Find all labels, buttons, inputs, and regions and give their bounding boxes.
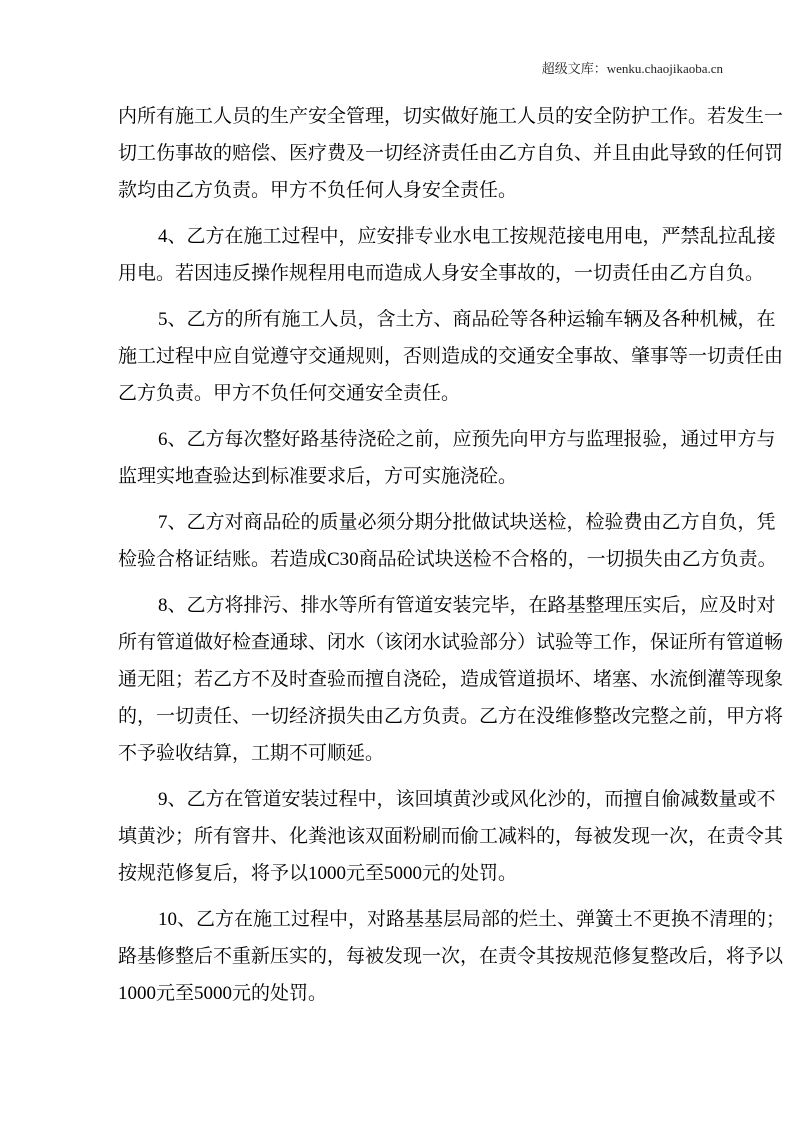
paragraph-item-8 bbox=[118, 593, 784, 778]
paragraph-item-5 bbox=[118, 307, 784, 418]
paragraph-item-10 bbox=[118, 907, 786, 1018]
text-line: 10、乙方在施工过程中，对路基基层局部的烂土、弹簧土不更换不清理的； bbox=[158, 909, 786, 930]
text-line: 监理实地查验达到标准要求后，方可实施浇砼。 bbox=[118, 466, 518, 487]
paragraph-item-9 bbox=[118, 787, 784, 898]
text-line: 7、乙方对商品砼的质量必须分期分批做试块送检，检验费由乙方自负，凭 bbox=[158, 512, 776, 533]
paragraph-item-6 bbox=[118, 427, 776, 501]
text-line: 内所有施工人员的生产安全管理，切实做好施工人员的安全防护工作。若发生一 bbox=[118, 106, 784, 127]
text-line: 乙方负责。甲方不负任何交通安全责任。 bbox=[118, 383, 461, 404]
text-line: 不予验收结算，工期不可顺延。 bbox=[118, 743, 385, 764]
paragraph-continued bbox=[118, 104, 784, 215]
text-line: 切工伤事故的赔偿、医疗费及一切经济责任由乙方自负、并且由此导致的任何罚 bbox=[118, 143, 784, 164]
text-line: 1000元至5000元的处罚。 bbox=[118, 983, 328, 1004]
paragraph-item-7 bbox=[118, 510, 777, 584]
text-line: 6、乙方每次整好路基待浇砼之前，应预先向甲方与监理报验，通过甲方与 bbox=[158, 429, 776, 450]
text-line: 通无阻；若乙方不及时查验而擅自浇砼，造成管道损坏、堵塞、水流倒灌等现象 bbox=[118, 669, 784, 690]
paragraph-item-4 bbox=[118, 224, 776, 298]
text-line: 按规范修复后，将予以1000元至5000元的处罚。 bbox=[118, 863, 518, 884]
document-body bbox=[118, 104, 786, 1027]
text-line: 所有管道做好检查通球、闭水（该闭水试验部分）试验等工作，保证所有管道畅 bbox=[118, 632, 784, 653]
text-line: 8、乙方将排污、排水等所有管道安装完毕，在路基整理压实后，应及时对 bbox=[158, 595, 776, 616]
text-line: 4、乙方在施工过程中，应安排专业水电工按规范接电用电，严禁乱拉乱接 bbox=[158, 226, 776, 247]
page-header-watermark: 超级文库：wenku.chaojikaoba.cn bbox=[541, 61, 723, 76]
text-line: 填黄沙；所有窨井、化粪池该双面粉刷而偷工减料的，每被发现一次，在责令其 bbox=[118, 826, 784, 847]
text-line: 检验合格证结账。若造成C30商品砼试块送检不合格的，一切损失由乙方负责。 bbox=[118, 549, 777, 570]
text-line: 9、乙方在管道安装过程中，该回填黄沙或风化沙的，而擅自偷减数量或不 bbox=[158, 789, 776, 810]
text-line: 施工过程中应自觉遵守交通规则，否则造成的交通安全事故、肇事等一切责任由 bbox=[118, 346, 784, 367]
text-line: 的，一切责任、一切经济损失由乙方负责。乙方在没维修整改完整之前，甲方将 bbox=[118, 706, 784, 727]
text-line: 款均由乙方负责。甲方不负任何人身安全责任。 bbox=[118, 180, 518, 201]
text-line: 5、乙方的所有施工人员，含土方、商品砼等各种运输车辆及各种机械，在 bbox=[158, 309, 776, 330]
text-line: 用电。若因违反操作规程用电而造成人身安全事故的，一切责任由乙方自负。 bbox=[118, 263, 765, 284]
text-line: 路基修整后不重新压实的，每被发现一次，在责令其按规范修复整改后，将予以 bbox=[118, 946, 784, 967]
